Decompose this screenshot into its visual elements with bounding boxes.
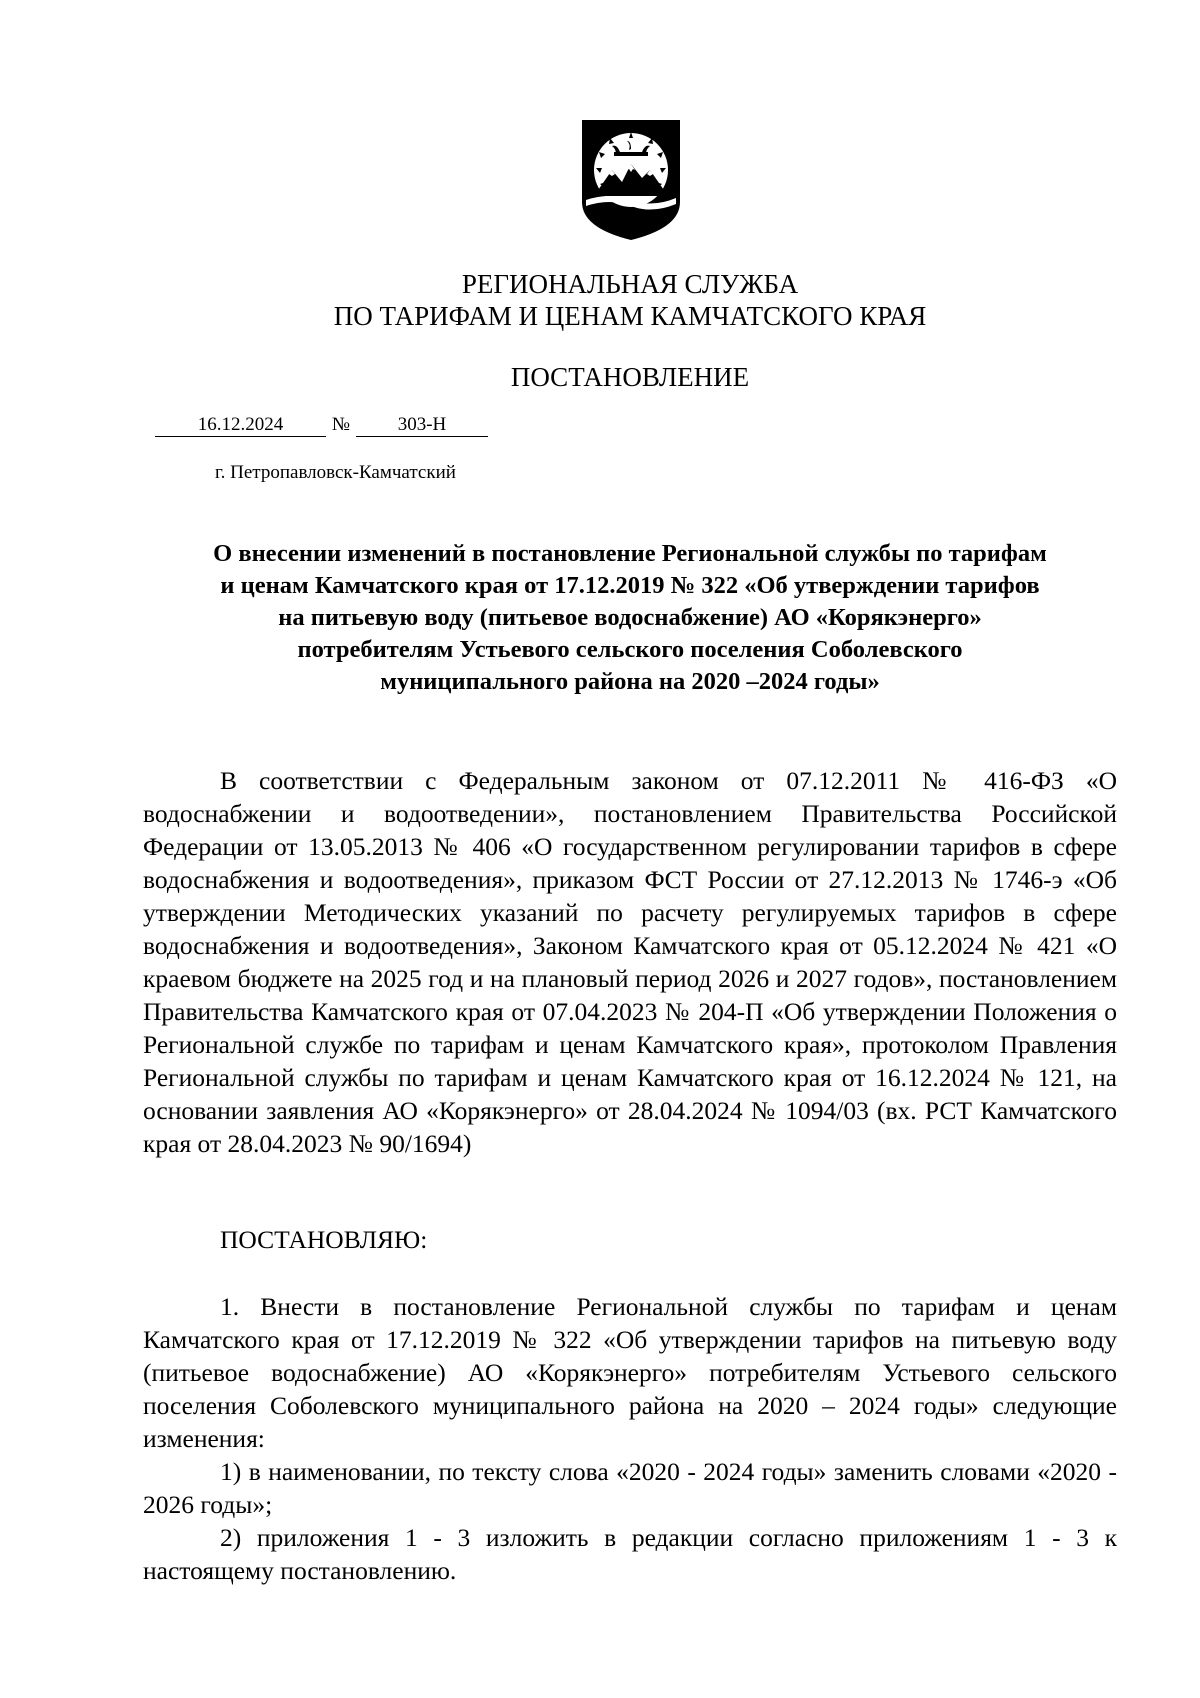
decree-word: ПОСТАНОВЛЯЮ: (220, 1225, 428, 1254)
title-line: О внесении изменений в постановление Региональной службы по тарифам (213, 540, 1047, 567)
registration-number: 303-Н (356, 414, 488, 437)
decree-subitem-2: 2) приложения 1 - 3 изложить в редакции согласно приложениям 1 - 3 к настоящему постановлению. (143, 1523, 1117, 1585)
decree-items (143, 1290, 1117, 1587)
city: г. Петропавловск-Камчатский (215, 462, 456, 483)
preamble-section (143, 764, 1117, 1160)
document-title (140, 538, 1120, 698)
registration-line (155, 414, 488, 437)
decree-item-1: 1. Внести в постановление Региональной службы по тарифам и ценам Камчатского края от 17.12.2019 № 322 «Об утверждении тарифов на питьевую воду (питьевое водоснабжение) АО «Корякэнерго» потребителям Устьевого сельского поселения Соболевского муниципального района на 2020 – 2024 годы» следующие изменения: (143, 1292, 1117, 1453)
document-type: ПОСТАНОВЛЕНИЕ (510, 362, 750, 392)
title-line: на питьевую воду (питьевое водоснабжение) АО «Корякэнерго» (278, 604, 982, 631)
decree-subitem-1: 1) в наименовании, по тексту слова «2020 - 2024 годы» заменить словами «2020 - 2026 годы»; (143, 1457, 1117, 1519)
org-name-line1: РЕГИОНАЛЬНАЯ СЛУЖБА (461, 269, 799, 299)
title-line: и ценам Камчатского края от 17.12.2019 № 322 «Об утверждении тарифов (220, 572, 1040, 599)
kamchatka-coat-of-arms-icon (580, 118, 682, 242)
org-name-line2: ПО ТАРИФАМ И ЦЕНАМ КАМЧАТСКОГО КРАЯ (333, 301, 927, 331)
number-label: № (331, 414, 351, 435)
title-line: потребителям Устьевого сельского поселения Соболевского (297, 636, 963, 663)
registration-date: 16.12.2024 (155, 414, 326, 437)
title-line: муниципального района на 2020 –2024 годы» (380, 668, 880, 695)
preamble-paragraph: В соответствии с Федеральным законом от 07.12.2011 № 416-ФЗ «О водоснабжении и водоотведении», постановлением Правительства Российской Федерации от 13.05.2013 № 406 «О государственном регулировании тарифов в сфере водоснабжения и водоотведения», приказом ФСТ России от 27.12.2013 № 1746-э «Об утверждении Методических указаний по расчету регулируемых тарифов в сфере водоснабжения и водоотведения», Законом Камчатского края от 05.12.2024 № 421 «О краевом бюджете на 2025 год и на плановый период 2026 и 2027 годов», постановлением Правительства Камчатского края от 07.04.2023 № 204-П «Об утверждении Положения о Региональной службе по тарифам и ценам Камчатского края», протоколом Правления Региональной службы по тарифам и ценам Камчатского края от 16.12.2024 № 121, на основании заявления АО «Корякэнерго» от 28.04.2024 № 1094/03 (вх. РСТ Камчатского края от 28.04.2023 № 90/1694) (143, 766, 1117, 1158)
